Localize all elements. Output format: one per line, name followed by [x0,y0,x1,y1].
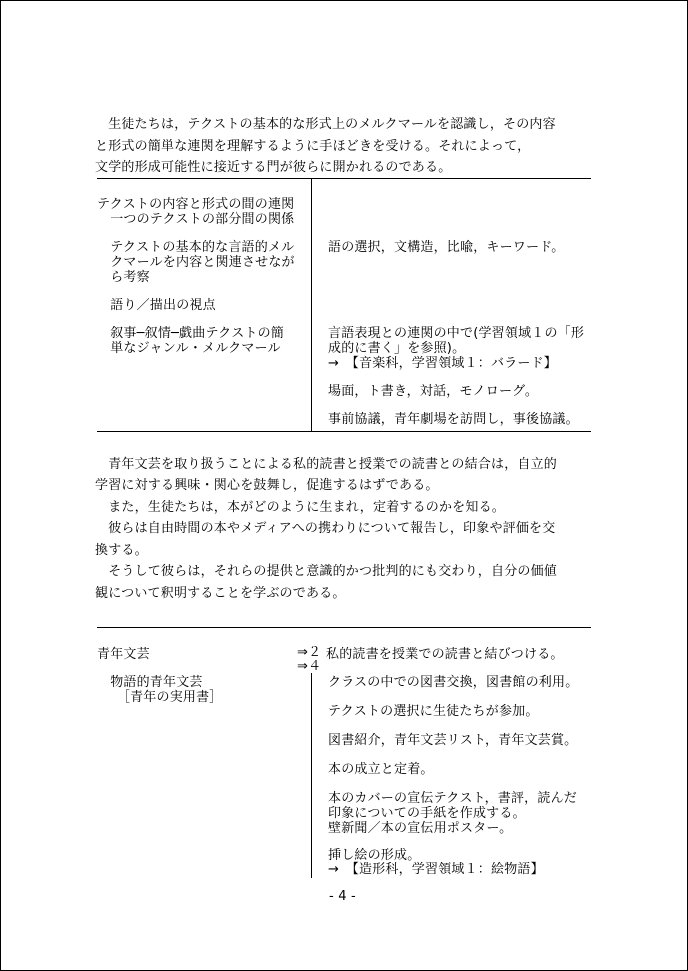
table-column-rule [311,673,312,878]
cell-line: テクストの基本的な言語的メル [97,240,295,255]
cell-line: テクストの内容と形式の間の連関 [97,197,295,212]
cell-line: 物語的青年文芸 [97,675,203,690]
cell-line: 一つのテクストの部分間の関係 [97,212,295,227]
cell-line: 成的に書く」を参照)。 [328,341,466,356]
cell-line: ［青年の実用書］ [97,690,223,705]
cell-line: 本のカバーの宣伝テクスト，書評，読んだ [328,791,577,806]
cell-line: 壁新聞／本の宣伝用ポスター。 [328,821,513,836]
cell-line: 本の成立と定着。 [328,762,434,777]
intro-line: 生徒たちは，テクストの基本的な形式上のメルクマールを認識し，その内容 [95,117,556,132]
paragraph-line: 換する。 [95,543,148,558]
page-number: - 4 - [329,889,356,904]
cell-line: 語り／描出の視点 [97,298,216,313]
table-top-rule [97,627,591,628]
paragraph-line: そうして彼らは，それらの提供と意識的かつ批判的にも交わり，自分の価値 [95,564,558,579]
cell-line: → 【造形科，学習領域１：絵物語】 [328,862,544,877]
table-bottom-rule [97,431,591,432]
cell-line: 図書紹介，青年文芸リスト，青年文芸賞。 [328,733,578,748]
cell-line: クラスの中での図書交換，図書館の利用。 [328,675,579,690]
cell-line: 印象についての手紙を作成する。 [328,806,526,821]
paragraph-line: 青年文芸を取り扱うことによる私的読書と授業での読書との結合は，自立的 [95,457,558,472]
cell-line: ら考察 [97,270,150,285]
cell-line: 単なジャンル・メルクマール [97,341,281,356]
paragraph-line: 学習に対する興味・関心を鼓舞し，促進するはずである。 [95,478,439,493]
table-top-rule [97,178,591,179]
cross-reference-arrow: ⇒４ [297,659,322,674]
cell-line: 私的読書を授業での読書と結びつける。 [326,647,564,662]
cell-line: 場面，ト書き，対話，モノローグ。 [328,384,539,399]
table-column-rule [311,179,312,431]
paragraph-line: また，生徒たちは，本がどのように生まれ，定着するのかを知る。 [95,500,505,515]
cell-line: 事前協議，青年劇場を訪問し，事後協議。 [328,412,579,427]
cell-line: → 【音楽科，学習領域１：バラード】 [328,356,557,371]
paragraph-line: 観について釈明することを学ぶのである。 [95,586,346,601]
cell-line: 青年文芸 [97,647,150,662]
intro-line: 文学的形成可能性に接近する門が彼らに開かれるのである。 [95,160,452,175]
cell-line: 語の選択，文構造，比喩，キーワード。 [328,240,565,255]
cell-line: テクストの選択に生徒たちが参加。 [328,704,539,719]
cell-line: 言語表現との連関の中で(学習領域１の「形 [328,326,585,341]
paragraph-line: 彼らは自由時間の本やメディアへの携わりについて報告し，印象や評価を交 [95,521,556,536]
intro-line: と形式の簡単な連関を理解するように手ほどきを受ける。それによって， [95,139,531,154]
cell-line: クマールを内容と関連させなが [97,255,295,270]
cross-reference-arrow: ⇒２ [297,645,322,660]
cell-line: 挿し絵の形成。 [328,848,421,863]
cell-line: 叙事─叙情─戯曲テクストの簡 [97,326,285,341]
